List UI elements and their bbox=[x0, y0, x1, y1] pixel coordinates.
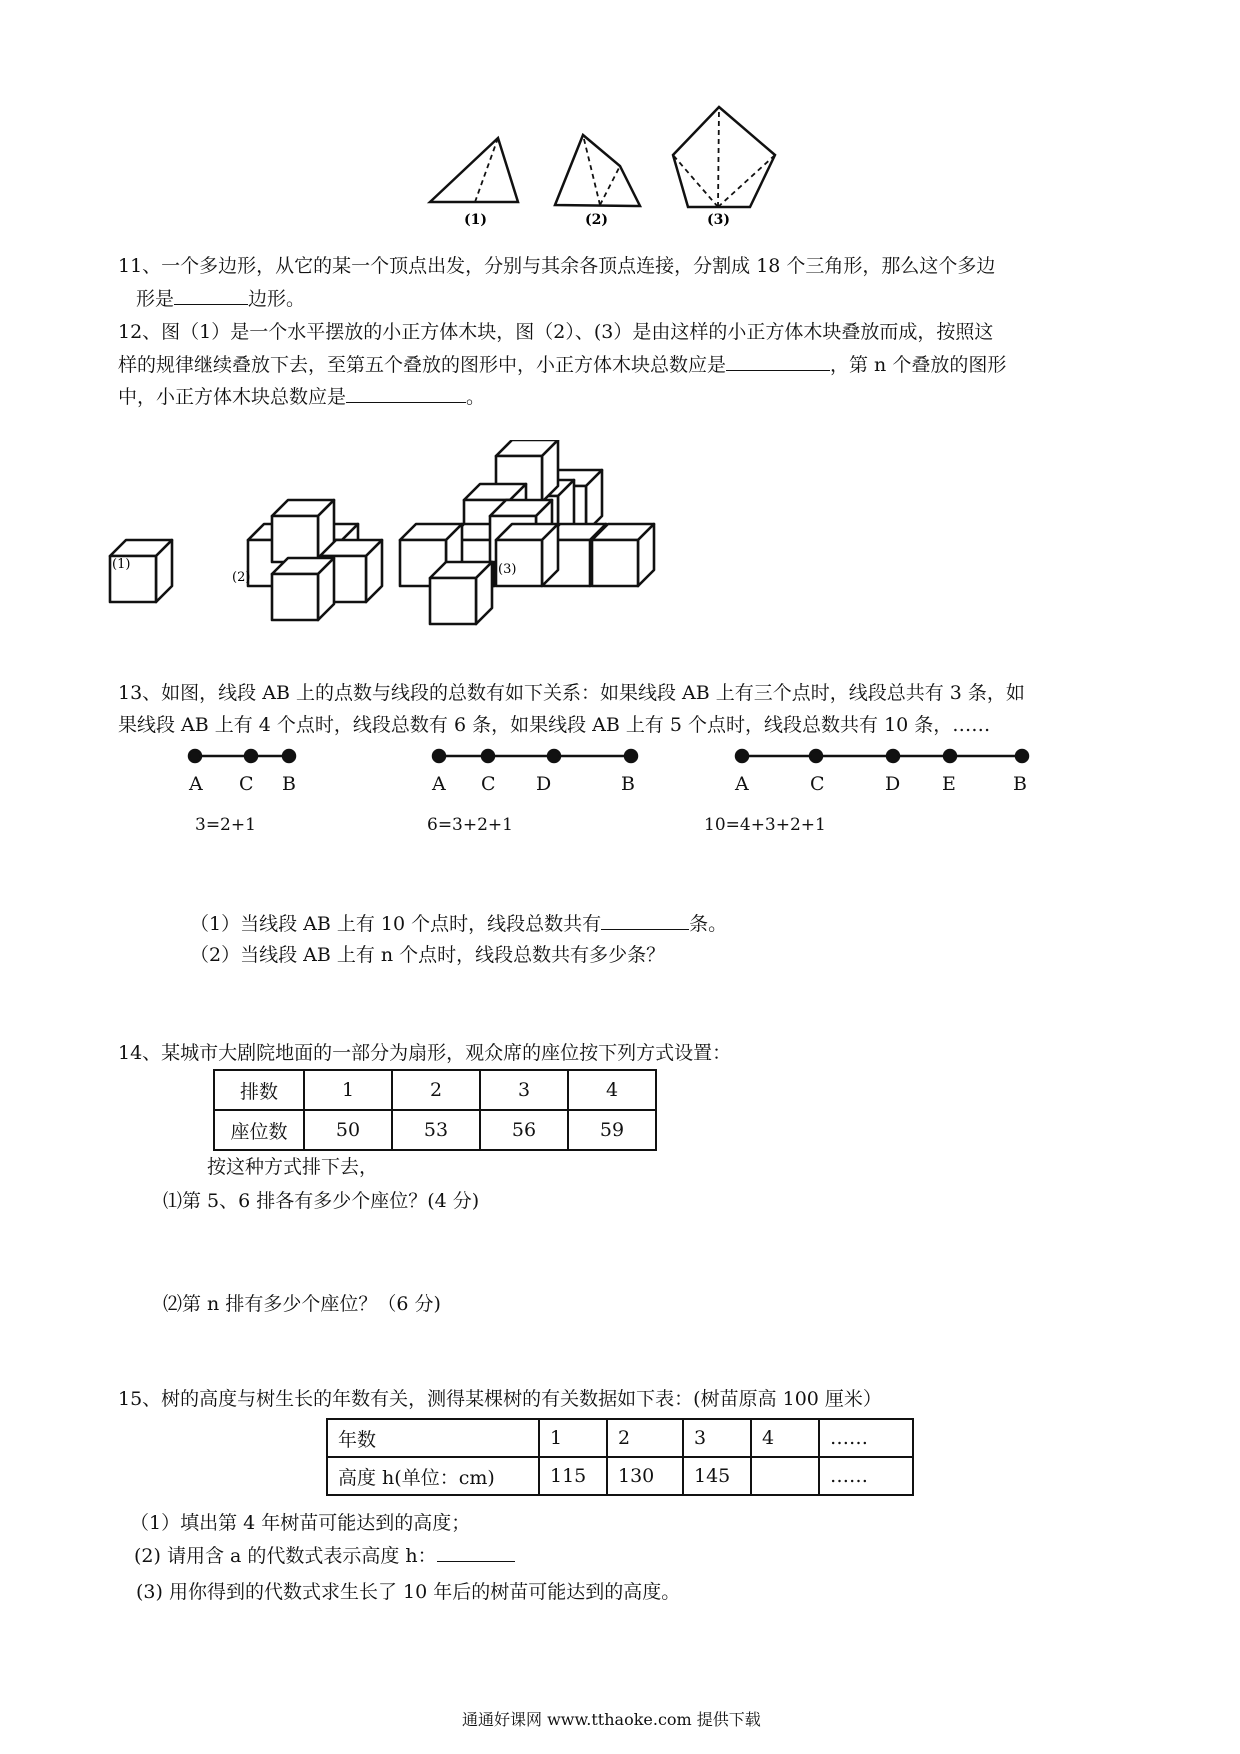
page-footer: 通通好课网 www.tthaoke.com 提供下载 bbox=[462, 1710, 761, 1729]
q12-line-3 bbox=[118, 382, 485, 411]
q12-text-c: 中，小正方体木块总数应是 bbox=[118, 386, 347, 408]
pentagon-shape bbox=[673, 107, 775, 207]
table-cell: 2 bbox=[607, 1419, 683, 1457]
table-cell: 1 bbox=[304, 1070, 392, 1110]
q12-text-b: ，第 n 个叠放的图形 bbox=[830, 354, 1007, 376]
q11-line-1: 11、一个多边形，从它的某一个顶点出发，分别与其余各顶点连接，分割成 18 个三角形，那么这个多边 bbox=[118, 255, 996, 277]
table-cell: 4 bbox=[568, 1070, 656, 1110]
table-cell: 130 bbox=[607, 1457, 683, 1495]
q13-sub1-tail: 条。 bbox=[689, 913, 728, 935]
table-cell: 年数 bbox=[327, 1419, 539, 1457]
seg2-label-a: A bbox=[432, 773, 446, 795]
table-cell: 56 bbox=[480, 1110, 568, 1150]
table-cell: 50 bbox=[304, 1110, 392, 1150]
table-cell: 3 bbox=[683, 1419, 751, 1457]
seg1-label-c: C bbox=[239, 773, 254, 795]
table-cell: 115 bbox=[539, 1457, 607, 1495]
q13-answer-blank[interactable] bbox=[601, 909, 689, 930]
table-cell: 排数 bbox=[214, 1070, 304, 1110]
cube-fig2 bbox=[248, 500, 382, 620]
polygon-label-2: (2) bbox=[585, 212, 608, 228]
seg3-formula: 10=4+3+2+1 bbox=[704, 815, 826, 835]
table-row bbox=[214, 1110, 656, 1150]
table-cell: 2 bbox=[392, 1070, 480, 1110]
q13-sub1-text: （1）当线段 AB 上有 10 个点时，线段总数共有 bbox=[190, 913, 602, 935]
seg2-label-b: B bbox=[621, 773, 635, 795]
seg2-label-d: D bbox=[536, 773, 552, 795]
q15-height-table bbox=[326, 1418, 914, 1496]
q13-sub-2: （2）当线段 AB 上有 n 个点时，线段总数共有多少条？ bbox=[190, 944, 666, 966]
segment-3 bbox=[736, 750, 1028, 762]
seg1-label-b: B bbox=[282, 773, 296, 795]
q12-answer-blank-1[interactable] bbox=[726, 350, 830, 371]
table-cell: 3 bbox=[480, 1070, 568, 1110]
triangle-shape bbox=[430, 138, 518, 202]
cube-label-3: (3) bbox=[498, 562, 517, 577]
q15-sub-2 bbox=[134, 1541, 515, 1570]
q15-sub2-text: (2) 请用含 a 的代数式表示高度 h： bbox=[134, 1545, 437, 1567]
table-cell: 座位数 bbox=[214, 1110, 304, 1150]
q14-note: 按这种方式排下去， bbox=[207, 1156, 379, 1178]
q12-text-a: 样的规律继续叠放下去，至第五个叠放的图形中，小正方体木块总数应是 bbox=[118, 354, 727, 376]
q14-seat-table bbox=[213, 1069, 657, 1151]
q12-line-1: 12、图（1）是一个水平摆放的小正方体木块，图（2）、(3）是由这样的小正方体木块叠放而成，按照这 bbox=[118, 321, 994, 343]
polygon-label-3: (3) bbox=[707, 212, 730, 228]
table-cell: 1 bbox=[539, 1419, 607, 1457]
q13-line-1: 13、如图，线段 AB 上的点数与线段的总数有如下关系：如果线段 AB 上有三个点时，线段总共有 3 条，如 bbox=[118, 682, 1025, 704]
cube-figures bbox=[100, 440, 680, 660]
segment-diagrams bbox=[170, 740, 1070, 835]
q12-answer-blank-2[interactable] bbox=[346, 382, 466, 403]
seg2-formula: 6=3+2+1 bbox=[427, 815, 513, 835]
table-cell: …… bbox=[819, 1457, 913, 1495]
seg3-label-a: A bbox=[735, 773, 749, 795]
table-cell: 145 bbox=[683, 1457, 751, 1495]
q14-sub-1: ⑴第 5、6 排各有多少个座位？(4 分) bbox=[163, 1190, 480, 1212]
polygon-figures bbox=[420, 100, 820, 235]
cube-fig3 bbox=[400, 440, 654, 624]
quadrilateral-diagonal-2 bbox=[600, 166, 620, 205]
table-row bbox=[327, 1457, 913, 1495]
table-cell: 53 bbox=[392, 1110, 480, 1150]
table-cell: …… bbox=[819, 1419, 913, 1457]
table-cell[interactable] bbox=[751, 1457, 819, 1495]
q14-line-1: 14、某城市大剧院地面的一部分为扇形，观众席的座位按下列方式设置： bbox=[118, 1042, 732, 1064]
polygon-label-1: (1) bbox=[464, 212, 487, 228]
pentagon-diagonal-1 bbox=[718, 107, 719, 207]
seg1-formula: 3=2+1 bbox=[195, 815, 256, 835]
seg2-label-c: C bbox=[481, 773, 496, 795]
q13-sub-1 bbox=[190, 909, 727, 938]
cube-label-1: (1) bbox=[112, 557, 131, 572]
seg3-label-d: D bbox=[885, 773, 901, 795]
q11-text-b: 边形。 bbox=[248, 288, 306, 310]
seg3-label-b: B bbox=[1013, 773, 1027, 795]
table-row bbox=[214, 1070, 656, 1110]
q15-sub-3: (3) 用你得到的代数式求生长了 10 年后的树苗可能达到的高度。 bbox=[136, 1581, 681, 1603]
segment-1 bbox=[189, 750, 295, 762]
q13-line-2: 果线段 AB 上有 4 个点时，线段总数有 6 条，如果线段 AB 上有 5 个点时，线段总数共有 10 条，…… bbox=[118, 714, 991, 736]
cube-label-2: (2) bbox=[232, 570, 251, 585]
q12-text-d: 。 bbox=[466, 386, 486, 408]
seg1-label-a: A bbox=[189, 773, 203, 795]
q11-answer-blank[interactable] bbox=[174, 284, 248, 305]
q14-sub-2: ⑵第 n 排有多少个座位？（6 分) bbox=[163, 1293, 441, 1315]
q15-sub-1: （1）填出第 4 年树苗可能达到的高度； bbox=[130, 1512, 471, 1534]
seg3-label-c: C bbox=[810, 773, 825, 795]
q11-text-a: 形是 bbox=[136, 288, 175, 310]
table-row bbox=[327, 1419, 913, 1457]
pentagon-diagonal-3 bbox=[718, 155, 775, 207]
q15-answer-blank[interactable] bbox=[437, 1541, 515, 1562]
segment-2 bbox=[433, 750, 637, 762]
table-cell: 4 bbox=[751, 1419, 819, 1457]
q15-line-1: 15、树的高度与树生长的年数有关，测得某棵树的有关数据如下表：(树苗原高 100 厘米） bbox=[118, 1388, 882, 1410]
q12-line-2 bbox=[118, 350, 1006, 379]
seg3-label-e: E bbox=[942, 773, 956, 795]
table-cell: 59 bbox=[568, 1110, 656, 1150]
q11-line-2 bbox=[136, 284, 305, 313]
table-cell: 高度 h(单位：cm) bbox=[327, 1457, 539, 1495]
